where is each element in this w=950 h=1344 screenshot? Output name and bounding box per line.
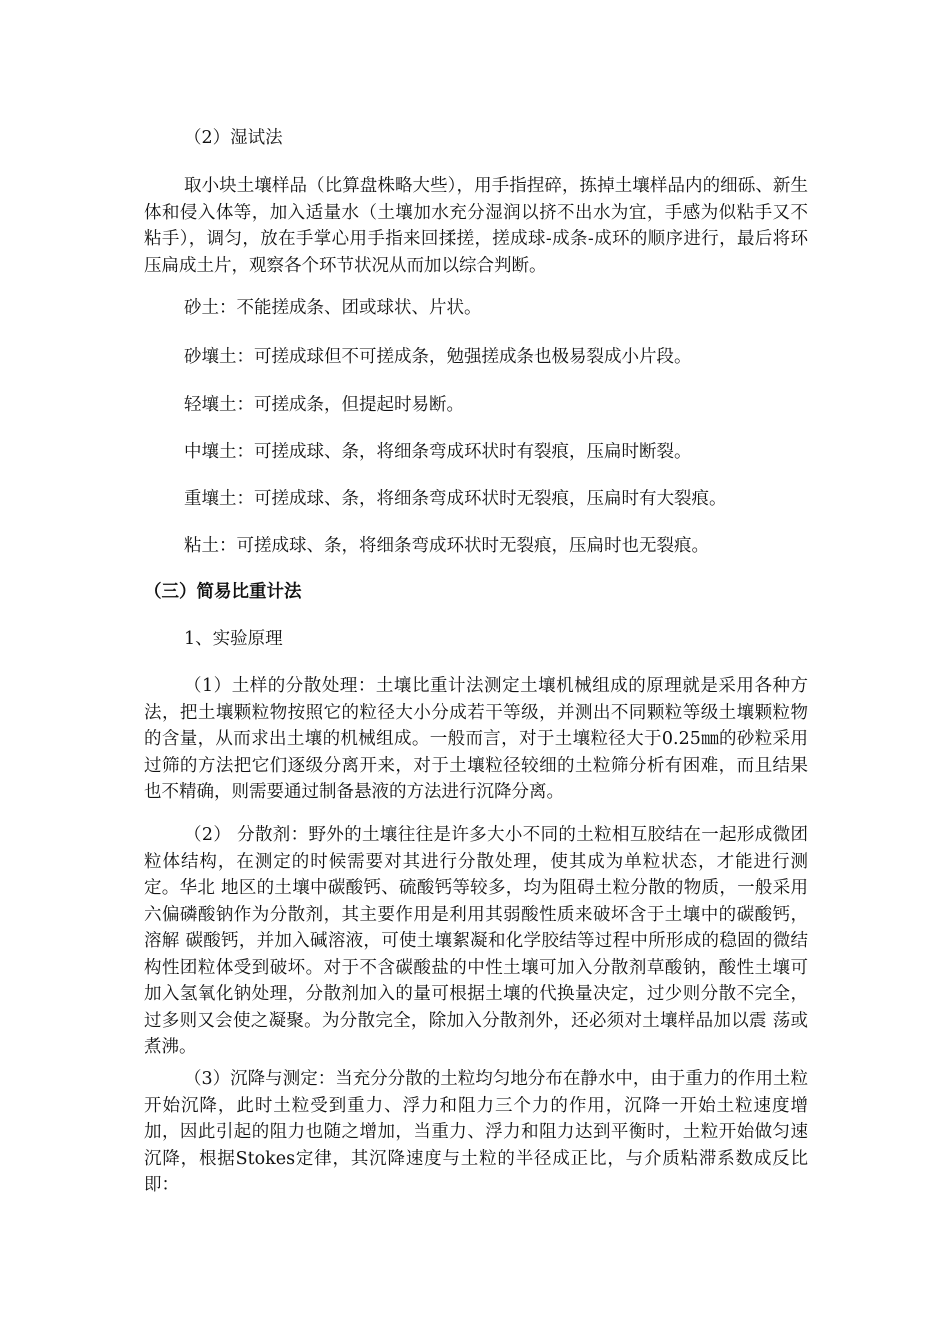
wet-method-title: （2）湿试法 [184, 128, 283, 148]
soil-type-sandy-loam: 砂壤土：可搓成球但不可搓成条，勉强搓成条也极易裂成小片段。 [184, 347, 692, 367]
soil-type-heavy-loam: 重壤土：可搓成球、条，将细条弯成环状时无裂痕，压扁时有大裂痕。 [184, 489, 727, 509]
soil-type-light-loam: 轻壤土：可搓成条，但提起时易断。 [184, 395, 464, 415]
dispersant-paragraph: （2） 分散剂：野外的土壤往往是许多大小不同的土粒相互胶结在一起形成微团粒体结构，在测定的时候需要对其进行分散处理，使其成为单粒状态，才能进行测定。华北 地区的土壤中碳酸钙、硫酸钙等较多，均为阻碍土粒分散的物质，一般采用六偏磷酸钠作为分散剂，其主要作用是利用其弱酸性质来破坏含于土壤中的碳酸钙，溶解 碳酸钙，并加入碱溶液，可使土壤絮凝和化学胶结等过程中所形成的稳固的微结构性团粒体受到破坏。对于不含碳酸盐的中性土壤可加入分散剂草酸钠，酸性土壤可 加入氢氧化钠处理，分散剂加入的量可根据土壤的代换量决定，过少则分散不完全，过多则又会使之凝聚。为分散完全，除加入分散剂外，还必须对土壤样品加以震 荡或煮沸。 [144, 825, 808, 1057]
settling-paragraph: （3）沉降与测定：当充分分散的土粒均匀地分布在静水中，由于重力的作用土粒开始沉降，此时土粒受到重力、浮力和阻力三个力的作用，沉降一开始土粒速度增加，因此引起的阻力也随之增加，当重力、浮力和阻力达到平衡时，土粒开始做匀速沉降，根据Stokes定律，其沉降速度与土粒的半径成正比，与介质粘滞系数成反比即： [144, 1069, 808, 1195]
principle-title: 1、实验原理 [184, 629, 283, 649]
soil-type-medium-loam: 中壤土：可搓成球、条，将细条弯成环状时有裂痕，压扁时断裂。 [184, 442, 692, 462]
dispersion-paragraph: （1）土样的分散处理：土壤比重计法测定土壤机械组成的原理就是采用各种方法，把土壤颗粒物按照它的粒径大小分成若干等级，并测出不同颗粒等级土壤颗粒物的含量，从而求出土壤的机械组成。一般而言，对于土壤粒径大于0.25㎜的砂粒采用过筛的方法把它们逐级分离开来，对于土壤粒径较细的土粒筛分析有困难，而且结果也不精确，则需要通过制备悬液的方法进行沉降分离。 [144, 676, 808, 802]
wet-method-description: 取小块土壤样品（比算盘株略大些），用手指捏碎，拣掉土壤样品内的细砾、新生体和侵入体等，加入适量水（土壤加水充分湿润以挤不出水为宜，手感为似粘手又不粘手），调匀，放在手掌心用手指来回揉搓，搓成球-成条-成环的顺序进行，最后将环压扁成土片，观察各个环节状况从而加以综合判断。 [144, 176, 808, 276]
section-heading: （三）简易比重计法 [144, 582, 302, 602]
soil-type-sand: 砂土：不能搓成条、团或球状、片状。 [184, 298, 482, 318]
soil-type-clay: 粘土：可搓成球、条，将细条弯成环状时无裂痕，压扁时也无裂痕。 [184, 536, 709, 556]
